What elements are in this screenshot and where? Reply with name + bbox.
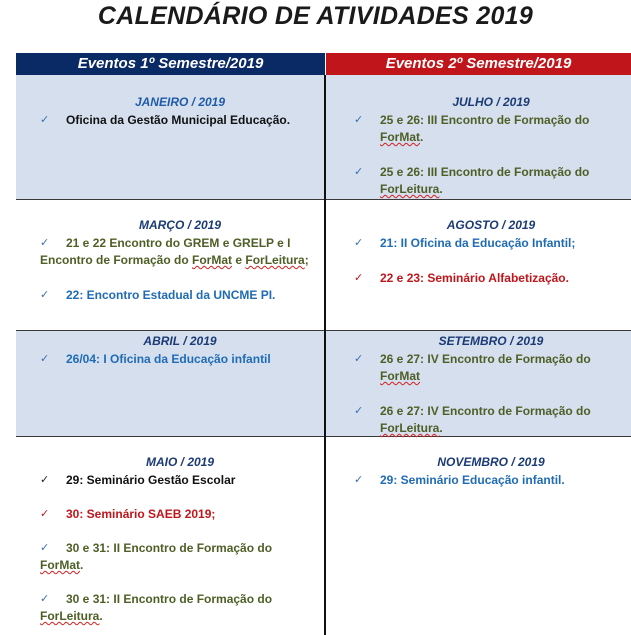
check-icon: ✓ [354, 237, 364, 249]
check-icon: ✓ [40, 593, 50, 605]
list-item: ✓ 30 e 31: II Encontro de Formação do ForMat. [40, 541, 273, 572]
check-icon: ✓ [40, 353, 50, 365]
month-title: JANEIRO / 2019 [134, 95, 226, 109]
list-item: ✓ 29: Seminário Gestão Escolar [40, 473, 236, 487]
month-title: JULHO / 2019 [452, 95, 530, 109]
month-title: AGOSTO / 2019 [446, 218, 536, 232]
month-title: MAIO / 2019 [145, 455, 215, 469]
month-title: MARÇO / 2019 [138, 218, 222, 232]
month-block-maio [40, 454, 320, 625]
list-item: ✓ 26 e 27: IV Encontro de Formação do ForMat [354, 352, 591, 383]
month-title: SETEMBRO / 2019 [438, 334, 544, 348]
check-icon: ✓ [40, 289, 50, 301]
check-icon: ✓ [354, 272, 364, 284]
list-item: ✓ 25 e 26: III Encontro de Formação do ForLeitura. [354, 165, 590, 196]
check-icon: ✓ [354, 405, 364, 417]
check-icon: ✓ [40, 474, 50, 486]
check-icon: ✓ [40, 508, 50, 520]
check-icon: ✓ [354, 353, 364, 365]
list-item: ✓ 30 e 31: II Encontro de Formação do ForLeitura. [40, 592, 273, 623]
list-item: ✓ 29: Seminário Educação infantil. [354, 473, 565, 487]
list-item: ✓ Oficina da Gestão Municipal Educação. [40, 113, 291, 127]
list-item: ✓ 21 e 22 Encontro do GREM e GRELP e I Encontro de Formação do ForMat e ForLeitura; [40, 236, 309, 267]
month-block-abril [40, 333, 320, 386]
list-item: ✓ 21: II Oficina da Educação Infantil; [354, 236, 576, 250]
header-first-semester: Eventos 1º Semestre/2019 [16, 53, 325, 75]
month-block-agosto [354, 217, 628, 305]
month-block-novembro [354, 454, 628, 507]
month-block-marco [40, 217, 320, 322]
month-block-julho [354, 94, 628, 216]
list-item: ✓ 26 e 27: IV Encontro de Formação do ForLeitura. [354, 404, 591, 435]
month-block-setembro [354, 333, 628, 455]
list-item: ✓ 22: Encontro Estadual da UNCME PI. [40, 288, 276, 302]
header-second-semester: Eventos 2º Semestre/2019 [326, 53, 631, 75]
check-icon: ✓ [354, 114, 364, 126]
check-icon: ✓ [354, 474, 364, 486]
list-item: ✓ 26/04: I Oficina da Educação infantil [40, 352, 271, 366]
list-item: ✓ 30: Seminário SAEB 2019; [40, 507, 216, 521]
month-title: NOVEMBRO / 2019 [437, 455, 545, 469]
month-block-janeiro [40, 94, 320, 147]
check-icon: ✓ [40, 114, 50, 126]
month-title: ABRIL / 2019 [143, 334, 217, 348]
list-item: ✓ 22 e 23: Seminário Alfabetização. [354, 271, 569, 285]
check-icon: ✓ [354, 166, 364, 178]
column-divider [324, 75, 326, 635]
list-item: ✓ 25 e 26: III Encontro de Formação do ForMat. [354, 113, 590, 144]
page-title: CALENDÁRIO DE ATIVIDADES 2019 [97, 2, 534, 30]
check-icon: ✓ [40, 542, 50, 554]
check-icon: ✓ [40, 237, 50, 249]
